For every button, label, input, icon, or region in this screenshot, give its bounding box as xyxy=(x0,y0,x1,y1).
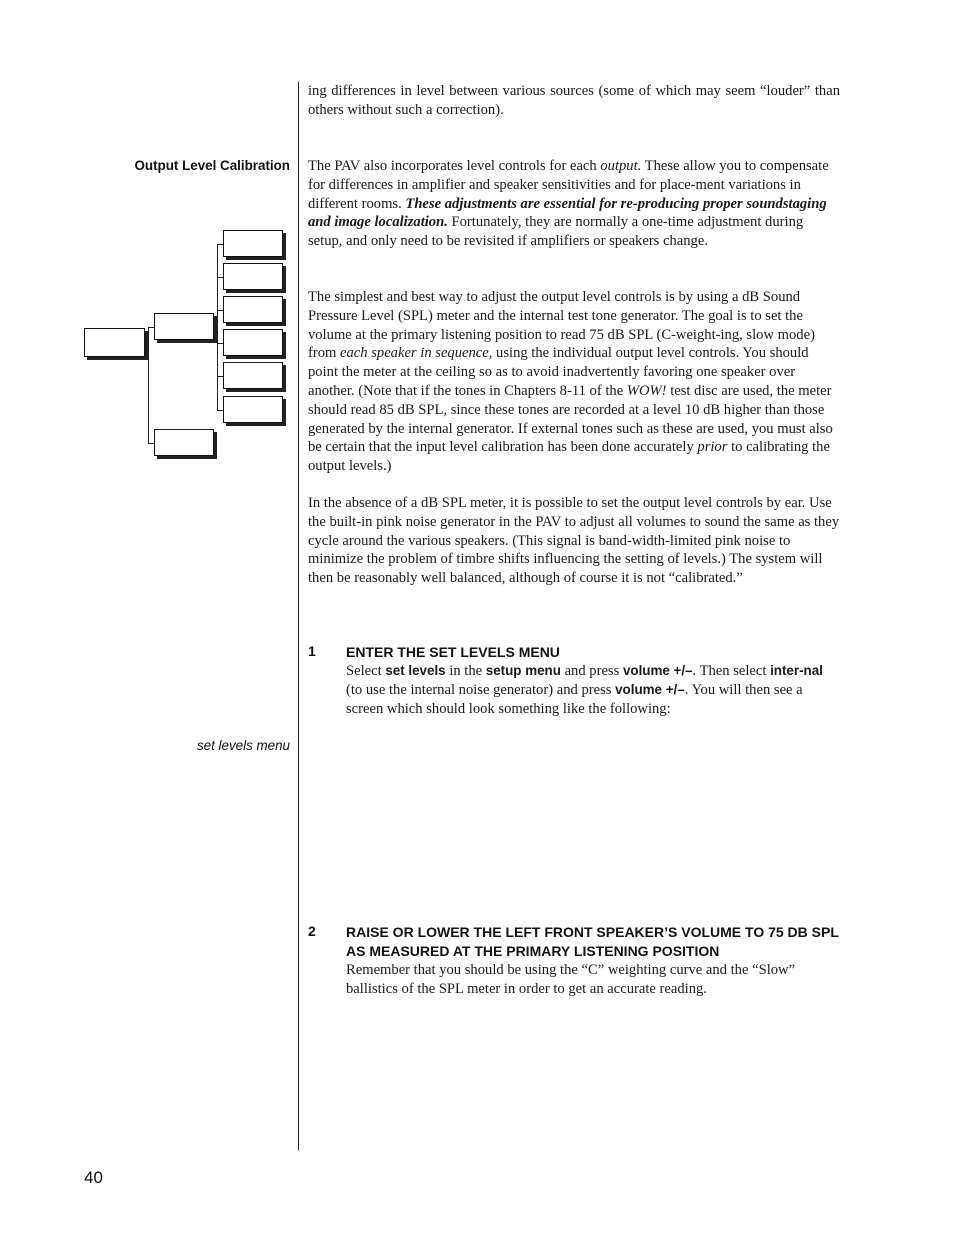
menu-box-level3 xyxy=(223,296,283,323)
tree-connector xyxy=(148,327,149,444)
emphasis-text: each speaker in sequence, xyxy=(340,345,493,362)
step-text: (to use the internal noise generator) and press xyxy=(346,681,616,698)
paragraph-text: The PAV also incorporates level controls for each xyxy=(308,158,601,174)
column-divider xyxy=(298,82,299,1150)
paragraph-output-levels xyxy=(308,157,840,251)
emphasis-text: prior xyxy=(697,439,728,456)
menu-box-level3 xyxy=(223,362,283,389)
step-text: Select xyxy=(346,663,386,679)
keyword-internal: inter-nal xyxy=(770,663,823,678)
step-text: . You will then see a screen which should look something like the following: xyxy=(346,681,803,717)
step-body xyxy=(346,961,840,999)
paragraph-text: to calibrating the output levels.) xyxy=(308,439,830,475)
step-number: 2 xyxy=(308,923,316,939)
keyword-volume: volume +/– xyxy=(615,681,685,697)
paragraph-text: The simplest and best way to adjust the output level controls is by using a dB Sound Pressure Level (SPL) meter and the internal test tone generator. The goal is to set the volume at the primary listening position to read 75 dB SPL (C-weight-ing, slow mode) from xyxy=(308,289,815,362)
keyword-set-levels: set levels xyxy=(385,663,446,678)
step-text: and press xyxy=(560,663,623,679)
step-text: . Then select xyxy=(692,663,771,679)
step-title: RAISE OR LOWER THE LEFT FRONT SPEAKER’S VOLUME TO 75 DB SPL AS MEASURED AT THE PRIMARY LISTENING POSITION xyxy=(346,924,839,959)
menu-box-level3 xyxy=(223,263,283,290)
paragraph-text: using the individual output level controls. You should point the meter at the ceiling so as to avoid inadvertently favoring one speaker over another. (Note that if the tones in Chapters 8-11 of the xyxy=(308,345,809,399)
step-text: Remember that you should be using the “C” weighting curve and the “Slow” ballistics of the SPL meter in order to get an accurate reading. xyxy=(346,962,796,997)
strong-emphasis-text: These adjustments are essential for re-producing proper soundstaging and image localization. xyxy=(308,195,827,231)
paragraph-by-ear xyxy=(308,494,840,588)
section-heading: Output Level Calibration xyxy=(134,158,290,173)
menu-box-level3 xyxy=(223,329,283,356)
step-text: in the xyxy=(445,663,486,679)
step-title: ENTER THE SET LEVELS MENU xyxy=(346,644,560,660)
menu-box-root xyxy=(84,328,145,357)
menu-box-level2 xyxy=(154,429,214,456)
figure-caption: set levels menu xyxy=(196,738,290,753)
paragraph-text: Fortunately, they are normally a one-time adjustment during setup, and only need to be revisited if amplifiers or speakers change. xyxy=(308,214,804,250)
step-number: 1 xyxy=(308,643,316,659)
menu-box-level2 xyxy=(154,313,214,340)
paragraph-text: In the absence of a dB SPL meter, it is possible to set the output level controls by ear. Use the built-in pink noise generator in the PAV to adjust all volumes to sound the same as they cycle around the various speakers. (This signal is band-width-limited pink noise to minimize the problem of timbre shifts influencing the setting of levels.) The system will then be reasonably well balanced, although of course it is not “calibrated.” xyxy=(308,495,840,587)
step-body xyxy=(346,662,840,718)
paragraph-text: test disc are used, the meter should read 85 dB SPL, since these tones are recorded at a level 10 dB higher than those generated by the internal generator. If external tones such as these are used, you must also be certain that the input level calibration has been done accurately xyxy=(308,382,833,456)
keyword-volume: volume +/– xyxy=(622,663,693,678)
menu-box-level3 xyxy=(223,396,283,423)
paragraph-continued xyxy=(308,82,840,120)
menu-box-level3 xyxy=(223,230,283,257)
emphasis-text: output. xyxy=(600,158,642,174)
keyword-setup-menu: setup menu xyxy=(485,663,561,678)
tree-connector xyxy=(217,244,218,411)
paragraph-spl-meter xyxy=(308,288,840,476)
emphasis-text: WOW! xyxy=(626,382,667,399)
paragraph-text: These allow you to compensate for differences in amplifier and speaker sensitivities and for place-ment variations in different rooms. xyxy=(308,158,829,212)
paragraph-text: ing differences in level between various sources (some of which may seem “louder” than others without such a correction). xyxy=(308,83,840,118)
page-number: 40 xyxy=(84,1168,103,1187)
